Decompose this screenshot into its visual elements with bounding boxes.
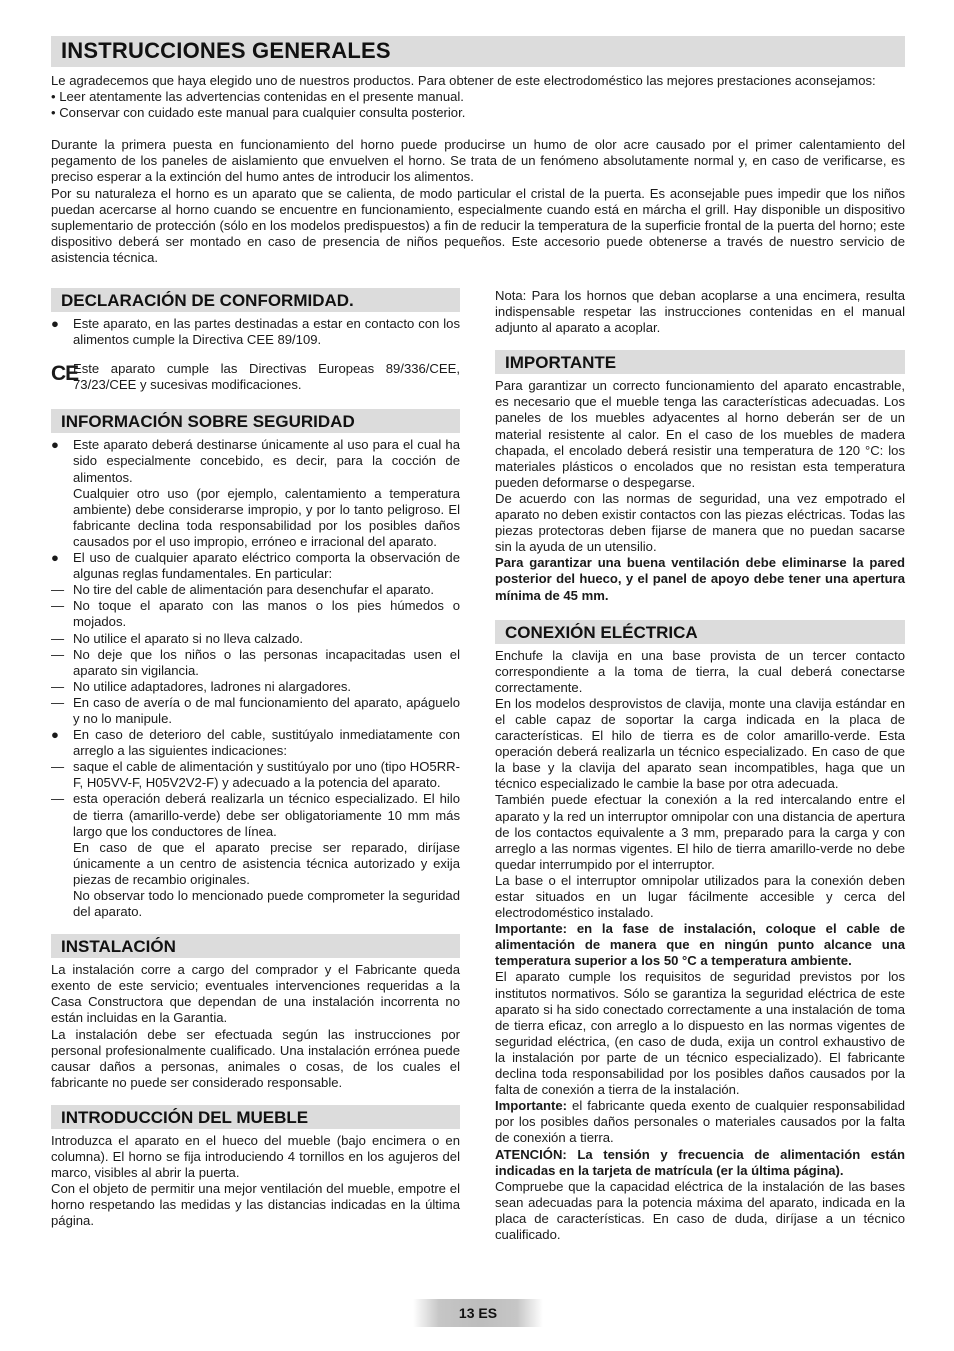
list-item: — esta operación deberá realizarla un técnico especializado. El hilo de tierra (amarillo-verde) debe ser obligatoriamente 10 mm más largo que los conductores de línea. [51,791,460,839]
paragraph: Introduzca el aparato en el hueco del mueble (bajo encimera o en columna). El horno se fija introduciendo 4 tornillos en los agujeros del marco, visibles al abrir la puerta. [51,1132,460,1181]
paragraph: Importante: el fabricante queda exento de cualquier responsabilidad por los posibles daños personales o materiales causados por la falta de conexión a tierra. [495,1098,905,1146]
intro-section [51,73,905,266]
list-item: — No utilice el aparato si no lleva calzado. [51,630,303,646]
conexion-section [495,648,905,1243]
conexion-heading: CONEXIÓN ELÉCTRICA [495,620,905,644]
intro-paragraph: Por su naturaleza el horno es un aparato que se calienta, de modo particular el cristal de la puerta. Es aconsejable pues impedir que los niños puedan acercarse al horno cuando se encuentre en funcionamiento, especialmente cuando está en márcha el grill. Hay disponible un dispositivo suplementario de protección (sólo en los modelos predispuestos) a fin de reducir la temperatura de la superficie frontal de la puerta del horno; este dispositivo deberá ser montado en caso de presencia de niños pequeños. Este accesorio puede obtenerse a través de nuestro servicio de asistencia técnica. [51,185,905,265]
left-column [51,288,460,1230]
paragraph: La instalación corre a cargo del comprador y el Fabricante queda exento de este servicio; eventuales intervenciones requeridas a la Casa Constructora que dependan de una instalación incorrenta no están incluidas en la Garantia. [51,962,460,1026]
mueble-section [51,1133,460,1230]
dash-icon: — [51,759,65,775]
paragraph: De acuerdo con las normas de seguridad, una vez empotrado el aparato no deben existir contactos con las piezas eléctricas. Todas las piezas protectoras deben fijarse de manera que no puedan sacarse sin la ayuda de un utensilio. [495,490,905,555]
list-item: — No deje que los niños o las personas incapacitadas usen el aparato sin vigilancia. [51,646,460,678]
list-item: CE Este aparato cumple las Directivas Europeas 89/336/CEE, 73/23/CEE y sucesivas modificaciones. [51,361,460,393]
paragraph: En caso de que el aparato precise ser reparado, diríjase únicamente a un centro de asistencia técnica autorizado y exija piezas de recambio originales. [73,839,460,887]
dash-icon: — [51,791,65,807]
list-item: ● Este aparato, en las partes destinadas a estar en contacto con los alimentos cumple la Directiva CEE 89/109. [51,316,460,348]
bullet-icon: ● [51,316,59,331]
intro-paragraph: Durante la primera puesta en funcionamiento del horno puede producirse un humo de olor acre causado por el primer calentamiento del pegamento de los paneles de aislamiento que envuelven el horno. Se trata de un fenómeno absolutamente normal y, en caso de verificarse, es preciso esperar a la extinción del humo antes de introducir los alimentos. [51,137,905,185]
intro-bullet: • Leer atentamente las advertencias contenidas en el presente manual. [51,89,464,105]
page-title: INSTRUCCIONES GENERALES [51,36,905,67]
dash-icon: — [51,598,65,614]
paragraph: Compruebe que la capacidad eléctrica de la instalación de las bases sean adecuadas para la potencia máxima del aparato, indicada en la placa de características. En caso de duda, diríjase a un técnico cualificado. [495,1178,905,1242]
right-column [495,288,905,1243]
paragraph: La instalación debe ser efectuada según las instrucciones por personal profesionalmente cualificado. Una instalación errónea puede causar daños a personas, animales o cosas, de los cuales el fabricante no puede ser considerado responsable. [51,1026,460,1090]
paragraph: ATENCIÓN: La tensión y frecuencia de alimentación están indicadas en la tarjeta de matrícula (er la última página). [495,1146,905,1178]
dash-icon: — [51,678,65,694]
dash-icon: — [51,630,65,646]
paragraph: Para garantizar una buena ventilación debe eliminarse la pared posterior del hueco, y el panel de apoyo debe tener una apertura mínima de 45 mm. [495,555,905,603]
ce-mark-icon: CE [51,362,79,386]
list-item: — saque el cable de alimentación y sustitúyalo por uno (tipo HO5RR-F, H05VV-F, H05V2V2-F) y adecuado a la potencia del aparato. [51,759,460,791]
list-item: — No utilice adaptadores, ladrones ni alargadores. [51,678,352,694]
dash-icon: — [51,646,65,662]
paragraph: La base o el interruptor omnipolar utilizados para la conexión deben estar situados en un lugar fácilmente accesible y cerca del electrodoméstico instalado. [495,872,905,921]
paragraph: Enchufe la clavija en una base provista de un tercer contacto correspondiente a la toma de tierra, la cual deberá conectarse correctamente. [495,647,905,695]
conformidad-section [51,316,460,393]
dash-icon: — [51,582,65,598]
instalacion-section [51,962,460,1091]
seguridad-section [51,437,460,920]
nota-paragraph: Nota: Para los hornos que deban acoplarse a una encimera, resulta indispensable respetar las instrucciones contenidas en el manual adjunto al aparato a acoplar. [495,288,905,336]
list-item: ● Este aparato deberá destinarse únicamente al uso para el cual ha sido especialmente concebido, es decir, para la cocción de alimentos. [51,437,460,485]
instalacion-heading: INSTALACIÓN [51,934,460,958]
dash-icon: — [51,694,65,710]
paragraph: No observar todo lo mencionado puede comprometer la seguridad del aparato. [73,888,460,920]
list-item: — No tire del cable de alimentación para desenchufar el aparato. [51,582,435,598]
paragraph: El aparato cumple los requisitos de seguridad previstos por los institutos normativos. Sólo se garantiza la seguridad eléctrica de este aparato si ha sido conectado correctamente a una instalación de toma de tierra eficaz, con arreglo a lo dispuesto en las normas vigentes de seguridad eléctrica, (en caso de duda, exija un control exhaustivo de la instalación por parte de un técnico especializado). El fabricante declina toda responsabilidad por los posibles daños causados por la falta de conexión a tierra de la instalación. [495,969,905,1098]
bullet-icon: ● [51,727,59,743]
intro-paragraph: Le agradecemos que haya elegido uno de nuestros productos. Para obtener de este electrodoméstico las mejores prestaciones aconsejamos: [51,73,876,88]
conformidad-heading: DECLARACIÓN DE CONFORMIDAD. [51,288,460,312]
page-number: 13 ES [458,1305,498,1321]
bullet-icon: ● [51,550,59,566]
paragraph: Con el objeto de permitir una mejor ventilación del mueble, empotre el horno respetando las medidas y las distancias indicadas en la última página. [51,1181,460,1229]
importante-heading: IMPORTANTE [495,350,905,374]
paragraph: Importante: en la fase de instalación, coloque el cable de alimentación de manera que en ningún punto alcance una temperatura superior a los 50 °C a temperatura ambiente. [495,921,905,969]
mueble-heading: INTRODUCCIÓN DEL MUEBLE [51,1105,460,1129]
paragraph: Para garantizar un correcto funcionamiento del aparato encastrable, es necesario que el mueble tenga las características adecuadas. Los paneles de los muebles adyacentes al horno deberán ser de un material resistente al calor. En el caso de los muebles de madera chapada, el encolado deberá resistir una temperatura de 120 °C: los materiales plásticos o encolados que no resistan esta temperatura pueden deformarse o despegarse. [495,378,905,490]
list-item: — En caso de avería o de mal funcionamiento del aparato, apáguelo y no lo manipule. [51,694,460,726]
list-item: ● En caso de deterioro del cable, sustitúyalo inmediatamente con arreglo a las siguientes indicaciones: [51,727,460,759]
importante-section [495,378,905,603]
paragraph: Cualquier otro uso (por ejemplo, calentamiento a temperatura ambiente) debe considerarse impropio, y por lo tanto peligroso. El fabricante declina toda responsabilidad por los posibles daños causados por el uso impropio, erróneo e irracional del aparato. [73,485,460,549]
list-item: — No toque el aparato con las manos o los pies húmedos o mojados. [51,598,460,630]
intro-bullet: • Conservar con cuidado este manual para cualquier consulta posterior. [51,105,466,121]
paragraph: También puede efectuar la conexión a la red intercalando entre el aparato y la red un interruptor omnipolar con una distancia de apertura de los contactos equivalente a 3 mm, preparado para la carga y con arreglo a las normas vigentes. El hilo de tierra amarillo-verde no debe quedar interrumpido por el interruptor. [495,792,905,872]
bullet-icon: ● [51,437,59,453]
list-item: ● El uso de cualquier aparato eléctrico comporta la observación de algunas reglas fundamentales. En particular: [51,550,460,582]
paragraph: En los modelos desprovistos de clavija, monte una clavija estándar en el cable capaz de soportar la carga indicada en la placa de características. El hilo de tierra es de color amarillo-verde. Esta operación deberá realizarla un técnico especializado. En caso de que la base y la clavija del aparato sean incompatibles, haga que un técnico especializado le cambie la base por otra adecuada. [495,695,905,792]
seguridad-heading: INFORMACIÓN SOBRE SEGURIDAD [51,409,460,433]
